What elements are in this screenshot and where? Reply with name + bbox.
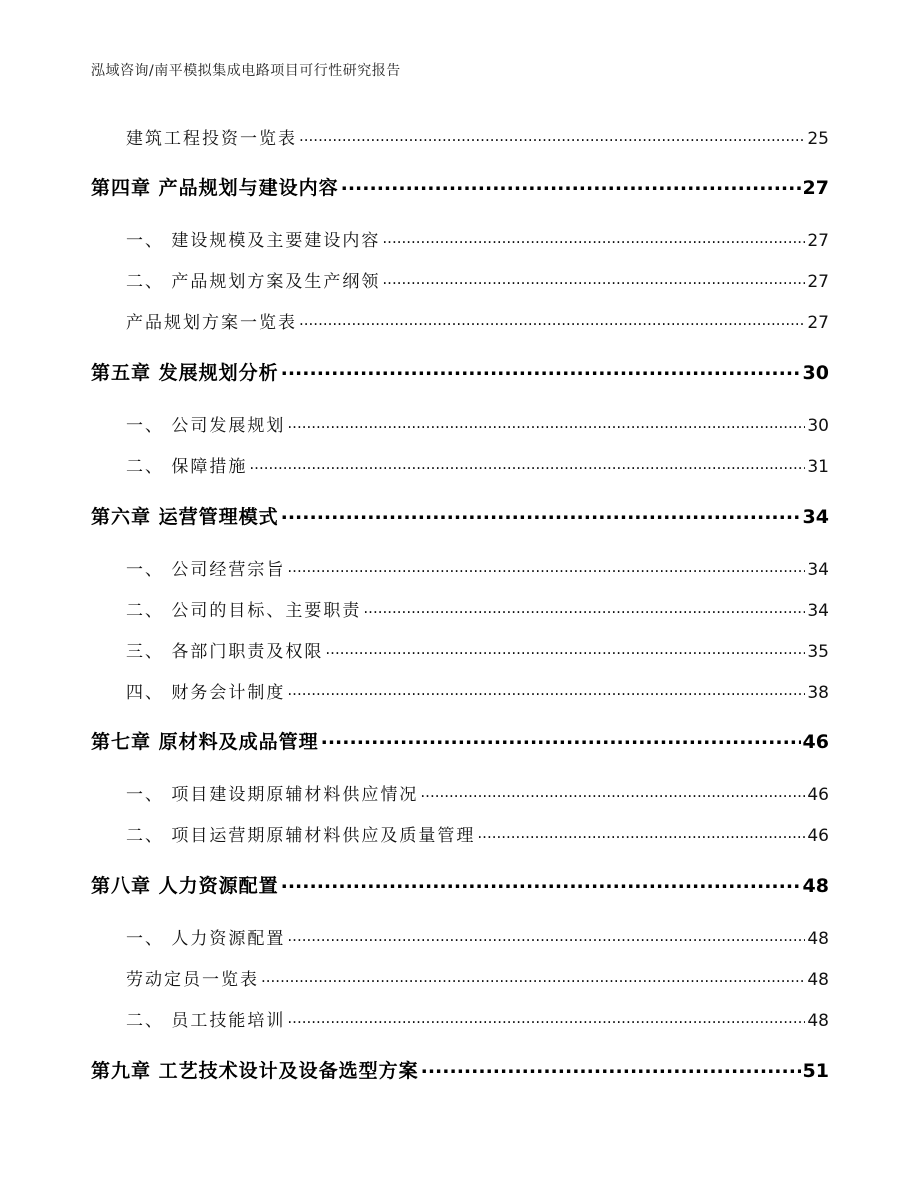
dot-leader [287,414,805,431]
dot-leader [287,927,805,944]
dot-leader [287,1009,805,1026]
toc-entry[interactable] [126,924,829,949]
dot-leader [420,783,805,800]
toc-entry-label: 第八章 人力资源配置 [91,875,279,897]
dot-leader [299,127,805,144]
toc-chapter[interactable] [91,502,829,529]
toc-entry[interactable] [126,637,829,662]
dot-leader [382,229,805,246]
toc-entry-page: 35 [807,642,829,662]
toc-entry-label: 一、 公司发展规划 [126,416,286,436]
dot-leader [477,824,805,841]
dot-leader [382,270,805,287]
toc-entry-label: 一、 公司经营宗旨 [126,560,286,580]
toc-chapter[interactable] [91,173,829,200]
dot-leader [325,640,805,657]
toc-entry[interactable] [126,555,829,580]
dot-leader [341,175,801,194]
dot-leader [261,968,805,985]
toc-entry[interactable] [126,678,829,703]
dot-leader [281,873,801,892]
toc-entry-page: 34 [807,601,829,621]
toc-entry-label: 第九章 工艺技术设计及设备选型方案 [91,1060,419,1082]
toc-entry-page: 30 [807,416,829,436]
toc-entry-page: 51 [802,1060,829,1082]
toc-entry-label: 二、 员工技能培训 [126,1011,286,1031]
toc-entry-label: 第四章 产品规划与建设内容 [91,177,339,199]
toc-entry-page: 30 [802,362,829,384]
toc-entry-page: 48 [807,970,829,990]
toc-entry-label: 第七章 原材料及成品管理 [91,731,319,753]
page-header: 泓域咨询/南平模拟集成电路项目可行性研究报告 [91,63,401,79]
toc-chapter[interactable] [91,871,829,898]
toc-entry-page: 27 [807,313,829,333]
dot-leader [281,504,801,523]
toc-entry-page: 48 [802,875,829,897]
toc-entry-page: 31 [807,457,829,477]
toc-entry[interactable] [126,226,829,251]
toc-entry-page: 27 [802,177,829,199]
toc-entry-label: 二、 产品规划方案及生产纲领 [126,272,381,292]
toc-entry-page: 27 [807,231,829,251]
toc-entry-label: 建筑工程投资一览表 [126,129,297,149]
toc-entry-label: 劳动定员一览表 [126,970,259,990]
toc-entry-page: 48 [807,1011,829,1031]
toc-entry-page: 46 [807,826,829,846]
toc-entry-label: 一、 建设规模及主要建设内容 [126,231,381,251]
toc-entry-label: 三、 各部门职责及权限 [126,642,324,662]
toc-entry-label: 一、 项目建设期原辅材料供应情况 [126,785,419,805]
toc-entry-page: 46 [807,785,829,805]
dot-leader [299,311,805,328]
toc-entry[interactable] [126,308,829,333]
toc-entry[interactable] [126,780,829,805]
toc-chapter[interactable] [91,727,829,754]
toc-chapter[interactable] [91,1056,829,1083]
dot-leader [421,1058,801,1077]
toc-entry-page: 46 [802,731,829,753]
dot-leader [249,455,805,472]
toc-entry-page: 34 [807,560,829,580]
dot-leader [287,681,805,698]
toc-entry[interactable] [126,452,829,477]
toc-entry-page: 25 [807,129,829,149]
toc-entry-label: 第五章 发展规划分析 [91,362,279,384]
dot-leader [363,599,805,616]
toc-entry-page: 38 [807,683,829,703]
toc-entry-label: 第六章 运营管理模式 [91,506,279,528]
toc-entry-label: 产品规划方案一览表 [126,313,297,333]
toc-entry-page: 48 [807,929,829,949]
toc-entry[interactable] [126,1006,829,1031]
toc-entry[interactable] [126,124,829,149]
toc-entry[interactable] [126,411,829,436]
toc-entry-label: 四、 财务会计制度 [126,683,286,703]
dot-leader [287,558,805,575]
toc-chapter[interactable] [91,358,829,385]
toc-entry-page: 27 [807,272,829,292]
toc-entry[interactable] [126,267,829,292]
toc-entry-label: 二、 项目运营期原辅材料供应及质量管理 [126,826,476,846]
dot-leader [321,729,801,748]
toc-entry-label: 一、 人力资源配置 [126,929,286,949]
toc-entry[interactable] [126,821,829,846]
toc-entry[interactable] [126,596,829,621]
toc-entry-page: 34 [802,506,829,528]
toc-entry-label: 二、 保障措施 [126,457,248,477]
dot-leader [281,360,801,379]
toc-entry[interactable] [126,965,829,990]
toc-entry-label: 二、 公司的目标、主要职责 [126,601,362,621]
